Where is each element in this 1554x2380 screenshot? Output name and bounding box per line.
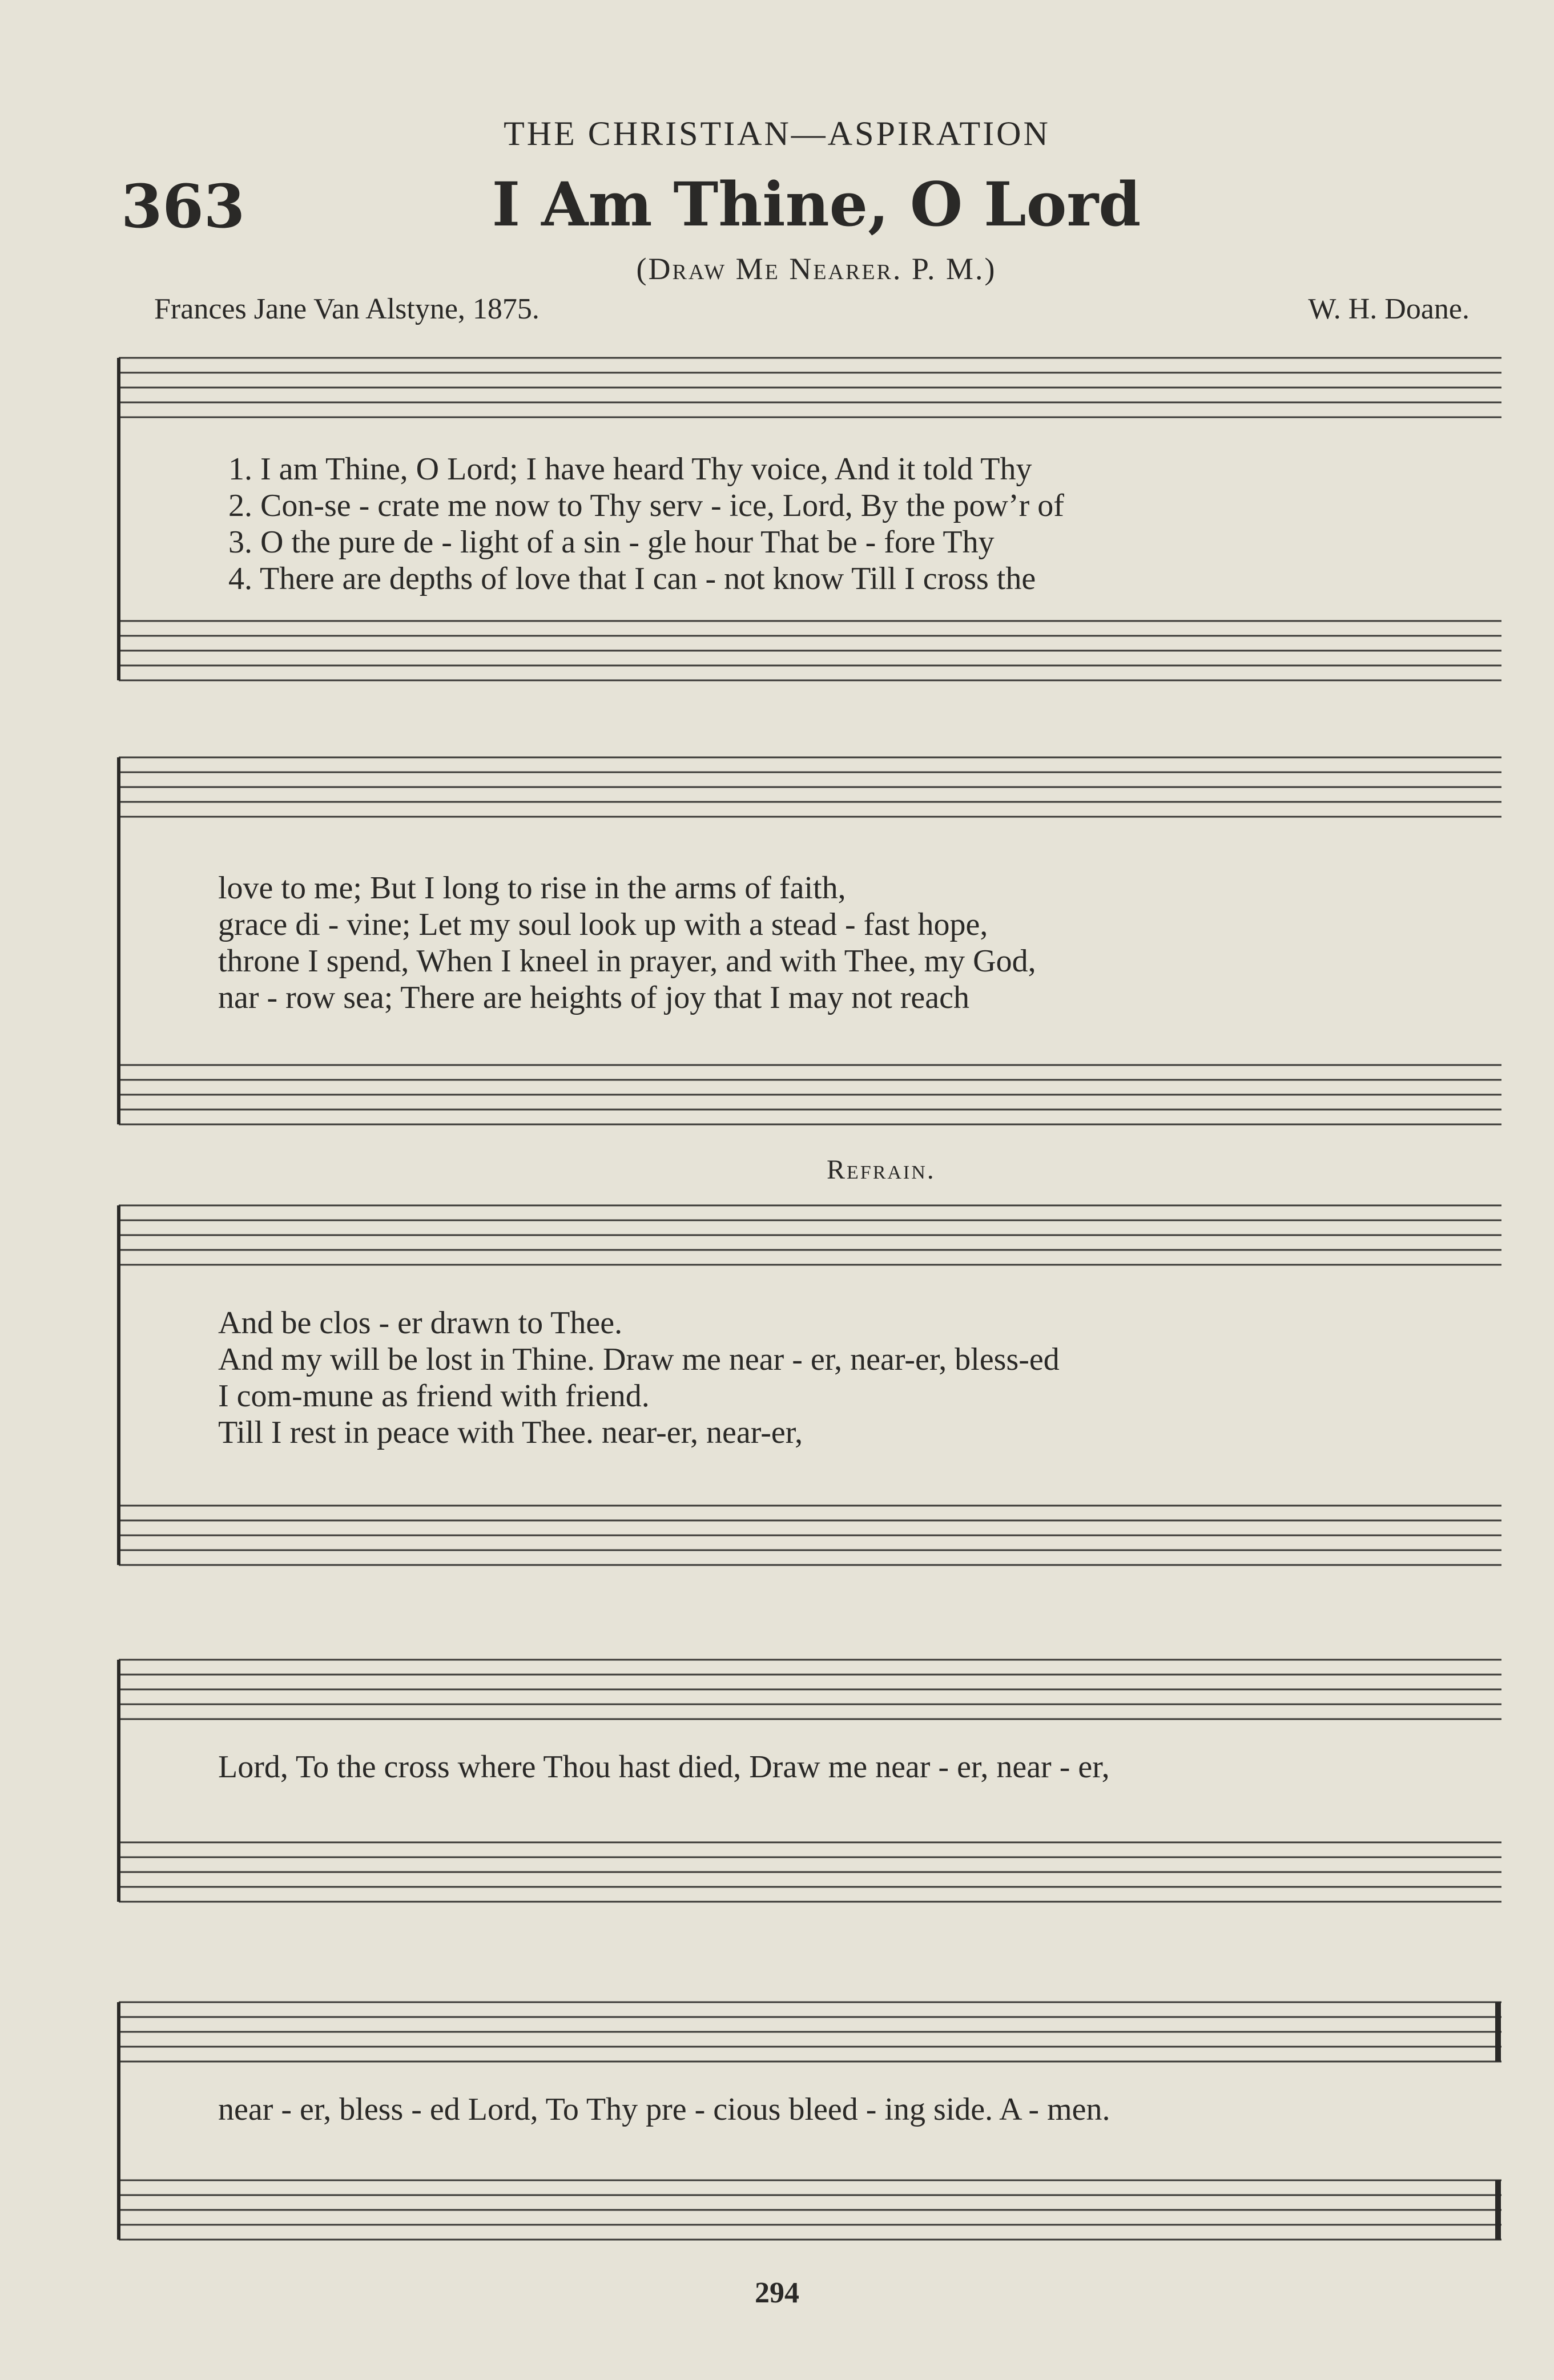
hymn-title: I Am Thine, O Lord	[492, 168, 1141, 240]
lyric-line: 2. Con-se - crate me now to Thy serv - ice, Lord, By the pow’r of	[228, 488, 1064, 523]
lyric-line: Lord, To the cross where Thou hast died, Draw me near - er, near - er,	[218, 1749, 1110, 1785]
page-number: 294	[755, 2277, 799, 2309]
lyric-line: Till I rest in peace with Thee. near-er, near-er,	[218, 1415, 803, 1450]
lyric-line: And my will be lost in Thine. Draw me near - er, near-er, bless-ed	[218, 1342, 1060, 1377]
lyric-line: near - er, bless - ed Lord, To Thy pre - cious bleed - ing side. A - men.	[218, 2092, 1110, 2127]
lyric-line: grace di - vine; Let my soul look up with a stead - fast hope,	[218, 907, 988, 942]
lyric-line: And be clos - er drawn to Thee.	[218, 1305, 623, 1341]
lyric-line: 3. O the pure de - light of a sin - gle hour That be - fore Thy	[228, 525, 995, 560]
lyric-line: 4. There are depths of love that I can - not know Till I cross the	[228, 561, 1036, 596]
lyric-line: nar - row sea; There are heights of joy that I may not reach	[218, 980, 969, 1015]
refrain-label: Refrain.	[827, 1155, 936, 1185]
lyric-line: 1. I am Thine, O Lord; I have heard Thy voice, And it told Thy	[228, 451, 1032, 487]
hymn-number: 363	[121, 171, 245, 241]
lyric-line: throne I spend, When I kneel in prayer, and with Thee, my God,	[218, 943, 1036, 979]
section-header: THE CHRISTIAN—ASPIRATION	[504, 115, 1050, 152]
hymn-subtitle: (Draw Me Nearer. P. M.)	[636, 252, 997, 286]
lyric-line: love to me; But I long to rise in the arms of faith,	[218, 870, 846, 906]
lyric-line: I com-mune as friend with friend.	[218, 1378, 650, 1414]
author-credit: Frances Jane Van Alstyne, 1875.	[154, 293, 540, 325]
composer-credit: W. H. Doane.	[1308, 293, 1470, 325]
